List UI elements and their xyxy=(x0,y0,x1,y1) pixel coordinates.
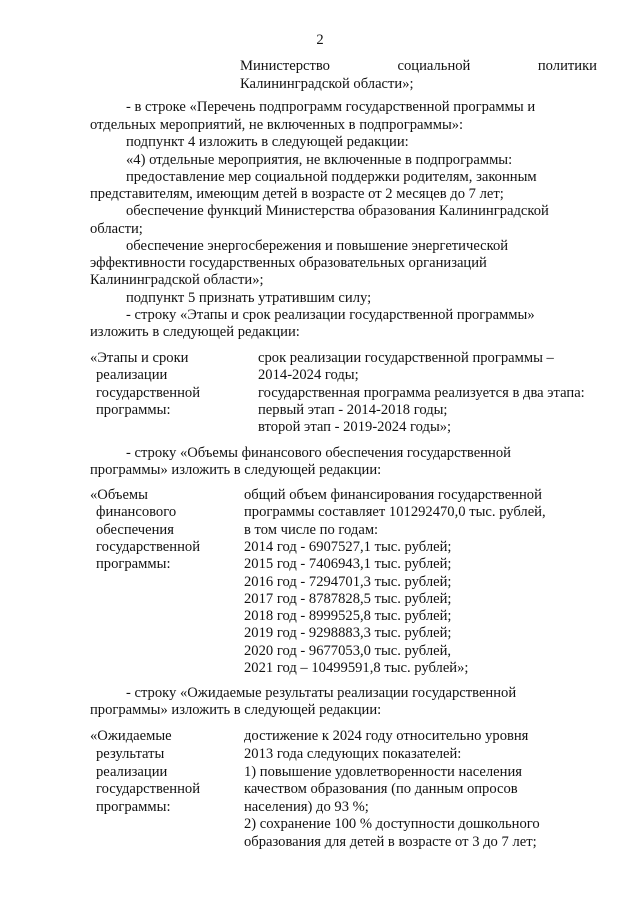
funding-intro-1: общий объем финансирования государственной xyxy=(244,487,542,503)
funding-year-2020: 2020 год - 9677053,0 тыс. рублей, xyxy=(244,643,452,659)
para-8-line-2: изложить в следующей редакции: xyxy=(90,324,300,340)
para-8-line-1: - строку «Этапы и срок реализации государственной программы» xyxy=(126,307,535,323)
para-1-line-1: - в строке «Перечень подпрограмм государственной программы и xyxy=(126,99,536,115)
header-line-2: Калининградской области»; xyxy=(240,76,414,92)
funding-year-2021: 2021 год – 10499591,8 тыс. рублей»; xyxy=(244,660,469,676)
stages-value-5: второй этап - 2019-2024 годы»; xyxy=(258,419,452,435)
stages-value-2: 2014-2024 годы; xyxy=(258,367,359,383)
results-value-1: достижение к 2024 году относительно уровня xyxy=(244,728,529,744)
header-word-3: политики xyxy=(537,58,597,74)
para-5-line-1: обеспечение функций Министерства образования Калининградской xyxy=(126,203,549,219)
funding-year-2017: 2017 год - 8787828,5 тыс. рублей; xyxy=(244,591,452,607)
results-value-2: 2013 года следующих показателей: xyxy=(244,746,462,762)
header-line-1 xyxy=(240,58,597,75)
results-value-7: образования для детей в возрасте от 3 до 7 лет; xyxy=(244,834,537,850)
funding-label-1: «Объемы xyxy=(90,487,148,503)
stages-value-3: государственная программа реализуется в два этапа: xyxy=(258,385,585,401)
funding-year-2015: 2015 год - 7406943,1 тыс. рублей; xyxy=(244,556,452,572)
para-6-line-3: Калининградской области»; xyxy=(90,272,264,288)
mid-para-line-1: - строку «Объемы финансового обеспечения государственной xyxy=(126,445,511,461)
results-value-6: 2) сохранение 100 % доступности дошкольного xyxy=(244,816,540,832)
stages-value-1: срок реализации государственной программы – xyxy=(258,350,554,366)
stages-value-4: первый этап - 2014-2018 годы; xyxy=(258,402,448,418)
mid2-para-line-2: программы» изложить в следующей редакции: xyxy=(90,702,382,718)
para-2: подпункт 4 изложить в следующей редакции: xyxy=(126,134,409,150)
para-3: «4) отдельные мероприятия, не включенные в подпрограммы: xyxy=(126,152,513,168)
mid2-para-line-1: - строку «Ожидаемые результаты реализации государственной xyxy=(126,685,517,701)
funding-label-3: обеспечения xyxy=(96,522,174,538)
results-value-4: качеством образования (по данным опросов xyxy=(244,781,518,797)
funding-year-2018: 2018 год - 8999525,8 тыс. рублей; xyxy=(244,608,452,624)
para-4-line-1: предоставление мер социальной поддержки родителям, законным xyxy=(126,169,537,185)
funding-year-2019: 2019 год - 9298883,3 тыс. рублей; xyxy=(244,625,452,641)
para-4-line-2: представителям, имеющим детей в возрасте от 2 месяцев до 7 лет; xyxy=(90,186,504,202)
results-label-5: программы: xyxy=(96,799,171,815)
funding-year-2016: 2016 год - 7294701,3 тыс. рублей; xyxy=(244,574,452,590)
funding-label-2: финансового xyxy=(96,504,177,520)
results-label-1: «Ожидаемые xyxy=(90,728,172,744)
funding-label-4: государственной xyxy=(96,539,201,555)
results-label-2: результаты xyxy=(96,746,165,762)
funding-intro-2: программы составляет 101292470,0 тыс. рублей, xyxy=(244,504,546,520)
stages-label-4: программы: xyxy=(96,402,171,418)
para-7: подпункт 5 признать утратившим силу; xyxy=(126,290,372,306)
page-number: 2 xyxy=(316,32,324,48)
para-6-line-1: обеспечение энергосбережения и повышение энергетической xyxy=(126,238,509,254)
funding-intro-3: в том числе по годам: xyxy=(244,522,379,538)
para-5-line-2: области; xyxy=(90,221,143,237)
funding-year-2014: 2014 год - 6907527,1 тыс. рублей; xyxy=(244,539,452,555)
mid-para-line-2: программы» изложить в следующей редакции: xyxy=(90,462,382,478)
para-6-line-2: эффективности государственных образовательных организаций xyxy=(90,255,487,271)
results-value-5: населения) до 93 %; xyxy=(244,799,369,815)
stages-label-3: государственной xyxy=(96,385,201,401)
header-word-2: социальной xyxy=(397,58,471,74)
results-label-3: реализации xyxy=(96,764,168,780)
results-label-4: государственной xyxy=(96,781,201,797)
results-value-3: 1) повышение удовлетворенности населения xyxy=(244,764,522,780)
para-1-line-2: отдельных мероприятий, не включенных в подпрограммы»: xyxy=(90,117,464,133)
funding-label-5: программы: xyxy=(96,556,171,572)
stages-label-1: «Этапы и сроки xyxy=(90,350,189,366)
header-word-1: Министерство xyxy=(240,58,330,74)
stages-label-2: реализации xyxy=(96,367,168,383)
